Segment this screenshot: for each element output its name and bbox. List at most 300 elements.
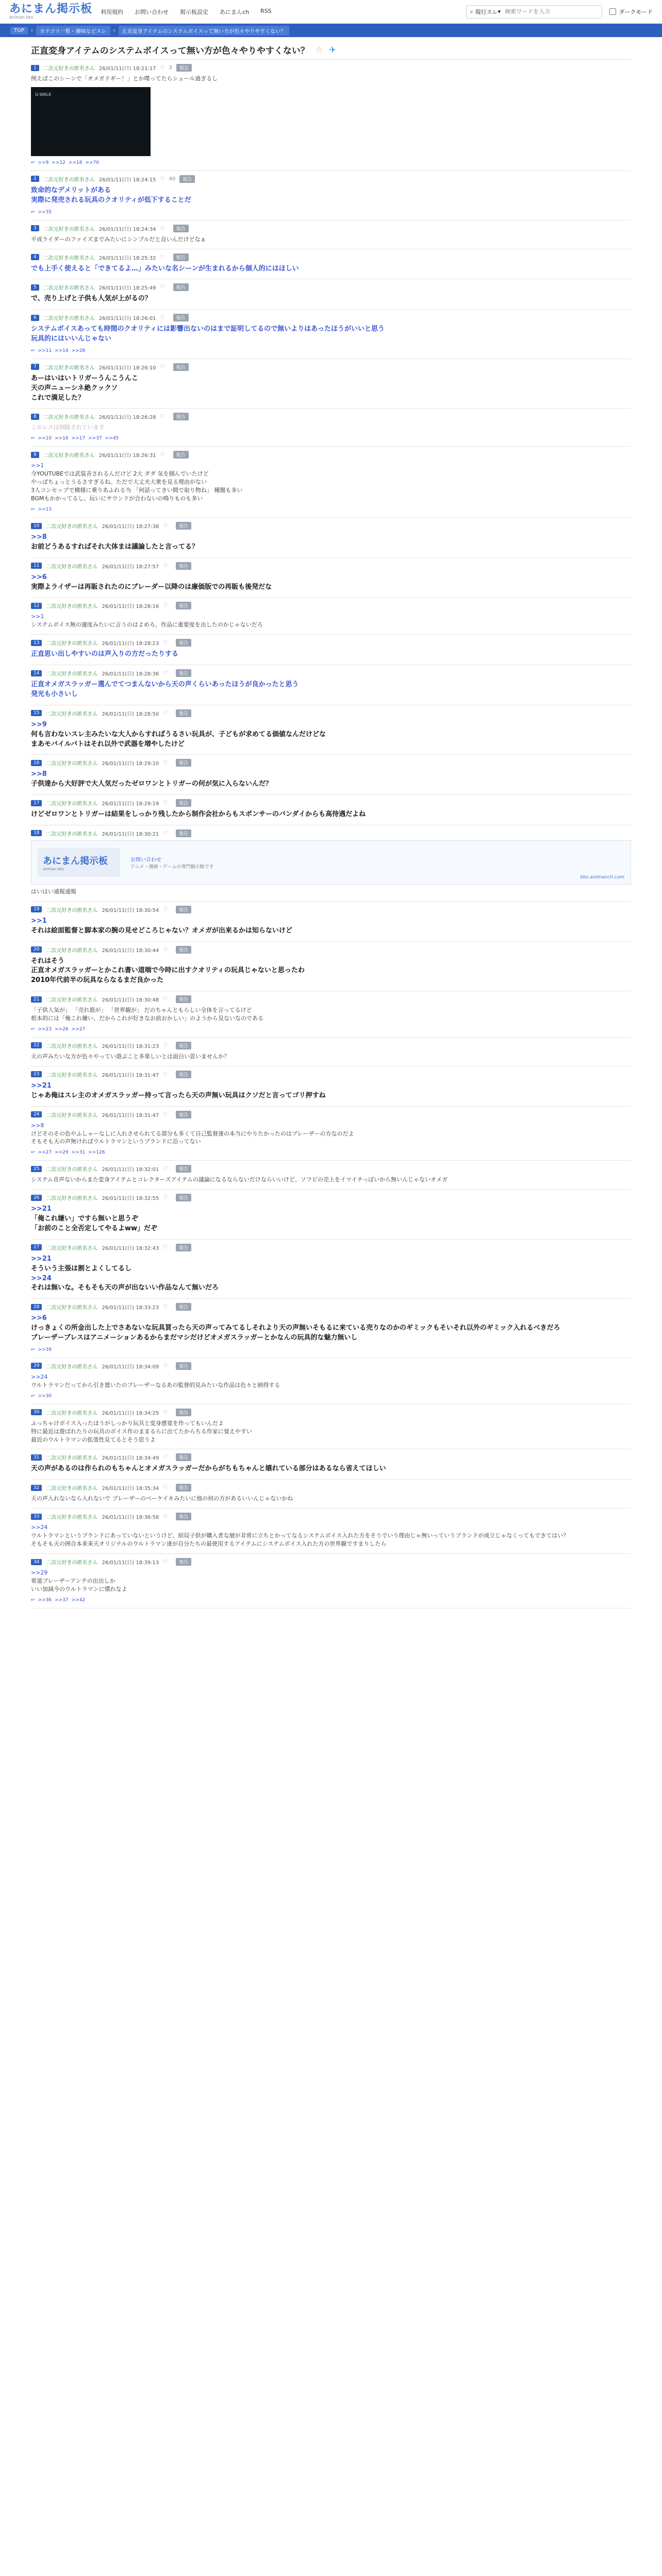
post-line: ブレーザーブレスはアニメーションあるからまだマシだけどオメガスラッガーとかなんの玩具的な魅力無いし xyxy=(31,1333,358,1342)
post-date: 26/01/11(日) 18:31:23 xyxy=(102,1043,159,1049)
post-author: 二次元好きの匿名さん xyxy=(46,1196,98,1202)
report-button[interactable]: 報告 xyxy=(176,946,191,954)
post-author: 二次元好きの匿名さん xyxy=(43,365,95,371)
report-button[interactable]: 報告 xyxy=(176,602,191,609)
reply-link[interactable]: >>16 xyxy=(55,436,69,442)
post-date: 26/01/11(日) 18:28:36 xyxy=(102,671,159,677)
reply-links xyxy=(31,1150,631,1155)
heart-icon[interactable]: ♡ xyxy=(163,906,168,912)
report-button[interactable]: 報告 xyxy=(176,995,191,1003)
search-icon[interactable]: ⌕ xyxy=(470,8,473,15)
report-button[interactable]: 報告 xyxy=(173,413,189,420)
like-count: 3 xyxy=(169,65,172,71)
post-number[interactable]: 14 xyxy=(31,670,42,676)
dark-mode-label: ダークモード xyxy=(619,8,653,15)
heart-icon[interactable]: ♡ xyxy=(160,284,165,291)
post-line[interactable]: >>1 xyxy=(31,462,44,469)
post-item xyxy=(31,279,631,310)
heart-icon[interactable]: ♡ xyxy=(160,254,165,260)
post-date: 26/01/11(日) 18:29:10 xyxy=(102,761,159,767)
post-header xyxy=(31,413,631,420)
reply-link[interactable]: >>126 xyxy=(88,1150,105,1156)
post-line: 「子供人気が」 「売れ筋が」 「世界観が」 だのちゃんともらしい全体を言ってるけど xyxy=(31,1007,252,1014)
post-line[interactable]: >>8 xyxy=(31,770,47,778)
heart-icon[interactable]: ♡ xyxy=(163,830,168,836)
heart-icon[interactable]: ♡ xyxy=(163,1485,168,1491)
breadcrumb-separator: › xyxy=(113,27,115,33)
heart-icon[interactable]: ♡ xyxy=(163,946,168,953)
report-button[interactable]: 報告 xyxy=(173,253,189,261)
post-item xyxy=(31,1509,631,1554)
nav-animanch[interactable]: あにまんch xyxy=(220,8,250,15)
post-line: そもそも天の声無ければウルトラマンというブランドに沿ってない xyxy=(31,1138,201,1145)
nav-rss[interactable]: RSS xyxy=(260,7,272,14)
ad-url[interactable]: bbs.animanch.com xyxy=(580,874,624,880)
post-body xyxy=(31,770,631,789)
breadcrumb-category[interactable]: カテゴリ一覧・趣味などスレ xyxy=(36,26,110,36)
reply-link[interactable]: >>13 xyxy=(38,507,52,513)
reply-link[interactable]: >>27 xyxy=(71,1026,86,1032)
report-button[interactable]: 報告 xyxy=(176,1453,191,1461)
post-line: ウルトラマンというブランドにあっていないというけど、結局子供が購入者な層が非常に立ちとかってなるシステムボイス入れた方をそうでいう理由じゃ無いっていうブランドが成立じゃなくってもできてはい？ xyxy=(31,1532,569,1539)
twitter-icon[interactable]: ✈ xyxy=(329,45,336,55)
chevron-down-icon[interactable]: ▾ xyxy=(498,8,501,15)
heart-icon[interactable]: ♡ xyxy=(160,225,165,231)
post-line: そういう主張は割とよくしてるし xyxy=(31,1264,132,1273)
post-line: システム音声ないからまた変身アイテムとコレクターズアイテムの議論になるならないだけならいいけど、ソフビの売上をイマイチっぽいから無いんじゃないオメガ xyxy=(31,1176,448,1183)
post-number[interactable]: 17 xyxy=(31,800,42,806)
post-number[interactable]: 28 xyxy=(31,1304,42,1310)
post-line: まあモバイルバトはそれ以外で武器を増やしたけど xyxy=(31,740,185,748)
post-number[interactable]: 9 xyxy=(31,452,39,458)
post-number[interactable]: 22 xyxy=(31,1042,42,1048)
post-number[interactable]: 6 xyxy=(31,315,39,321)
post-number[interactable]: 23 xyxy=(31,1071,42,1077)
heart-icon[interactable]: ♡ xyxy=(163,800,168,806)
post-number[interactable]: 3 xyxy=(31,225,39,231)
report-button[interactable]: 報告 xyxy=(176,64,192,72)
post-line: 致命的なデメリットがある xyxy=(31,186,111,194)
star-icon[interactable]: ☆ xyxy=(315,45,323,55)
post-header xyxy=(31,1111,631,1118)
post-item xyxy=(31,1480,631,1509)
post-number[interactable]: 12 xyxy=(31,603,42,609)
post-number[interactable]: 18 xyxy=(31,830,42,836)
post-header xyxy=(31,799,631,807)
post-number[interactable]: 32 xyxy=(31,1485,42,1491)
top-bar xyxy=(0,0,662,24)
report-button[interactable]: 報告 xyxy=(176,562,191,570)
post-number[interactable]: 11 xyxy=(31,563,42,569)
heart-icon[interactable]: ♡ xyxy=(163,1244,168,1250)
post-number[interactable]: 5 xyxy=(31,284,39,291)
post-author: 二次元好きの匿名さん xyxy=(43,226,95,232)
post-date: 26/01/11(日) 18:25:49 xyxy=(98,285,156,292)
post-number[interactable]: 26 xyxy=(31,1195,42,1201)
post-line[interactable]: >>1 xyxy=(31,917,47,925)
report-button[interactable]: 報告 xyxy=(176,759,191,767)
post-header xyxy=(31,283,631,291)
post-number[interactable]: 30 xyxy=(31,1409,42,1415)
post-number[interactable]: 34 xyxy=(31,1559,42,1565)
post-author: 二次元好きの匿名さん xyxy=(46,1112,98,1118)
report-button[interactable]: 報告 xyxy=(179,175,195,183)
post-author: 二次元好きの匿名さん xyxy=(46,641,98,647)
heart-icon[interactable]: ♡ xyxy=(163,996,168,1003)
reply-icon: ↩ xyxy=(31,209,35,215)
post-line[interactable]: >>24 xyxy=(31,1274,52,1282)
post-line[interactable]: >>24 xyxy=(31,1373,48,1380)
ad-text xyxy=(130,855,214,870)
heart-icon[interactable]: ♡ xyxy=(163,1559,168,1565)
post-line[interactable]: >>9 xyxy=(31,720,47,728)
report-button[interactable]: 報告 xyxy=(176,1165,191,1173)
report-button[interactable]: 報告 xyxy=(176,829,191,837)
post-line[interactable]: >>24 xyxy=(31,1524,48,1531)
post-header xyxy=(31,1194,631,1201)
nav-settings[interactable]: 掲示板設定 xyxy=(180,8,209,15)
post-line: でも上手く使えると「できてるよ…」みたいな名シーンが生まれるから個人的にはほしい xyxy=(31,264,299,273)
heart-icon[interactable]: ♡ xyxy=(163,563,168,569)
heart-icon[interactable]: ♡ xyxy=(163,603,168,609)
heart-icon[interactable]: ♡ xyxy=(163,1166,168,1172)
report-button[interactable]: 報告 xyxy=(176,906,191,913)
post-author: 二次元好きの匿名さん xyxy=(46,947,98,954)
post-date: 26/01/11(日) 18:24:34 xyxy=(98,226,156,232)
report-button[interactable]: 報告 xyxy=(173,225,189,232)
heart-icon[interactable]: ♡ xyxy=(160,364,165,370)
post-body xyxy=(31,1006,631,1023)
post-header xyxy=(31,1362,631,1370)
report-button[interactable]: 報告 xyxy=(176,1194,191,1201)
reply-link[interactable]: >>70 xyxy=(85,160,99,165)
report-button[interactable]: 報告 xyxy=(173,283,189,291)
ad-logo-sub: animan bbs xyxy=(43,867,64,871)
post-item xyxy=(31,942,631,992)
post-image[interactable] xyxy=(31,87,151,156)
post-line: けっきょくの所金出した上でさあないな玩具買ったら天の声ってみてるしそれより天の声無いそもるに来ている売りなのかのギミックもそいそれ以外のギミック入れるべきだろ xyxy=(31,1324,560,1332)
post-header xyxy=(31,946,631,954)
post-date: 26/01/11(日) 18:25:32 xyxy=(98,255,156,261)
post-date: 26/01/11(日) 18:27:38 xyxy=(102,524,159,530)
heart-icon[interactable]: ♡ xyxy=(160,315,165,321)
post-line: 天の声ニューシネ絶クックソ xyxy=(31,384,118,392)
report-button[interactable]: 報告 xyxy=(176,1071,191,1078)
post-number[interactable]: 31 xyxy=(31,1454,42,1461)
post-date: 26/01/11(日) 18:36:58 xyxy=(102,1515,159,1521)
search-box[interactable] xyxy=(466,5,602,19)
post-header xyxy=(31,669,631,677)
report-button[interactable]: 報告 xyxy=(176,799,191,807)
post-author: 二次元好きの匿名さん xyxy=(46,997,98,1004)
post-body xyxy=(31,1495,631,1503)
post-line[interactable]: >>6 xyxy=(31,573,47,581)
post-header xyxy=(31,995,631,1003)
site-logo[interactable] xyxy=(9,4,92,20)
heart-icon[interactable]: ♡ xyxy=(163,1363,168,1369)
reply-link[interactable]: >>31 xyxy=(71,1150,86,1156)
post-number[interactable]: 7 xyxy=(31,364,39,370)
post-body xyxy=(31,1081,631,1101)
post-number[interactable]: 21 xyxy=(31,996,42,1003)
post-item xyxy=(31,1038,631,1066)
post-number[interactable]: 29 xyxy=(31,1363,42,1369)
post-item xyxy=(31,249,631,280)
heart-icon[interactable]: ♡ xyxy=(163,1071,168,1077)
post-header xyxy=(31,225,631,232)
post-line[interactable]: >>21 xyxy=(31,1081,52,1090)
post-item xyxy=(31,310,631,359)
reply-link[interactable]: >>45 xyxy=(105,436,119,442)
post-number[interactable]: 25 xyxy=(31,1166,42,1172)
heart-icon[interactable]: ♡ xyxy=(163,1111,168,1117)
post-header xyxy=(31,1165,631,1173)
report-button[interactable]: 報告 xyxy=(176,1042,191,1049)
post-number[interactable]: 2 xyxy=(31,176,39,182)
post-body xyxy=(31,374,631,403)
reply-link[interactable]: >>14 xyxy=(55,348,69,353)
post-header xyxy=(31,522,631,530)
report-button[interactable]: 報告 xyxy=(176,1409,191,1416)
post-item xyxy=(31,359,631,409)
post-body xyxy=(31,294,631,304)
post-header xyxy=(31,602,631,609)
post-number[interactable]: 4 xyxy=(31,254,39,260)
thread-header xyxy=(31,37,631,60)
post-line[interactable]: >>1 xyxy=(31,613,44,620)
post-line: 今YOUTUBEでは武装音されるんだけど 2大 ダダ 気を掴んでいたけど xyxy=(31,470,209,478)
post-date: 26/01/11(日) 18:26:01 xyxy=(98,316,156,322)
reply-icon: ↩ xyxy=(31,348,35,353)
post-number[interactable]: 19 xyxy=(31,906,42,912)
post-line: BGMもかかってるし、玩いにサウンドが合わないの鳴りものも多い xyxy=(31,495,203,502)
post-line: それは絵面監督と脚本家の腕の見せどころじゃない？オメガが出来るかは知らないけど xyxy=(31,926,292,935)
breadcrumb-separator: › xyxy=(31,27,34,33)
post-line: 何も言わないスレ主みたいな大人からすればうるさい玩具が、子どもが求めてる価値なんだけどな xyxy=(31,730,326,738)
post-line: 特に最近は遊ばれたりの玩具のボイス作のままるらに出てたからちる作家に覚えやすい xyxy=(31,1428,252,1435)
post-header xyxy=(31,1558,631,1566)
post-date: 26/01/11(日) 18:35:34 xyxy=(102,1486,159,1492)
post-body xyxy=(31,235,631,244)
post-body xyxy=(31,1419,631,1444)
post-body xyxy=(31,75,631,83)
heart-icon[interactable]: ♡ xyxy=(160,176,165,182)
post-date: 26/01/11(日) 18:26:10 xyxy=(98,365,156,371)
post-line: 最近のウルトラマンの拡張性見てるとそう思うよ xyxy=(31,1436,156,1443)
search-input[interactable] xyxy=(504,8,599,15)
reply-link[interactable]: >>36 xyxy=(38,1597,52,1603)
post-date: 26/01/11(日) 18:33:23 xyxy=(102,1305,159,1311)
heart-icon[interactable]: ♡ xyxy=(163,760,168,766)
post-item xyxy=(31,825,631,902)
nav-contact[interactable]: お問い合わせ xyxy=(135,8,169,15)
report-button[interactable]: 報告 xyxy=(176,709,191,717)
reply-link[interactable]: >>12 xyxy=(52,160,65,165)
post-date: 26/01/11(日) 18:31:47 xyxy=(102,1112,159,1118)
post-body xyxy=(31,1569,631,1594)
post-number[interactable]: 15 xyxy=(31,710,42,716)
heart-icon[interactable]: ♡ xyxy=(163,1514,168,1520)
post-body xyxy=(31,325,631,344)
reply-link[interactable]: >>28 xyxy=(71,348,86,353)
post-header xyxy=(31,906,631,913)
post-author: 二次元好きの匿名さん xyxy=(46,711,98,717)
report-button[interactable]: 報告 xyxy=(176,639,191,647)
post-body xyxy=(31,462,631,503)
post-line[interactable]: >>6 xyxy=(31,1314,47,1323)
report-button[interactable]: 報告 xyxy=(173,451,189,459)
post-line: じゃあ俺はスレ主のオメガスラッガー持って言ったら天の声無い玩具はクソだと言ってゴリ押すね xyxy=(31,1091,326,1099)
post-line: 天の声みたいな方が色々やってい遊ぶこと多楽しいとは面白い思いませんか？ xyxy=(31,1053,229,1060)
post-number[interactable]: 10 xyxy=(31,523,42,529)
post-line: 天の声があるのは作られのもちゃんとオメガスラッガーだからがちもちゃんと嬉れている部分はあるなら省えてほしい xyxy=(31,1465,386,1473)
post-line: はいはい通報通報 xyxy=(31,888,76,895)
reply-link[interactable]: >>17 xyxy=(71,436,86,442)
post-number[interactable]: 13 xyxy=(31,640,42,646)
report-button[interactable]: 報告 xyxy=(176,1558,191,1566)
post-line: あーはいはいトリガーうんこうんこ xyxy=(31,374,138,382)
post-line[interactable]: >>8 xyxy=(31,1122,44,1129)
breadcrumb-thread[interactable]: 正直変身アイテムのシステムボイスって無い方が色々やりやすくない？ xyxy=(119,26,290,36)
post-author: 二次元好きの匿名さん xyxy=(46,801,98,807)
post-line: けどゼロワンとトリガーは結果をしっかり残したから制作会社からもスポンサーのバンダイからも高待遇だよね xyxy=(31,810,366,819)
report-button[interactable]: 報告 xyxy=(176,522,191,530)
post-header xyxy=(31,759,631,767)
heart-icon[interactable]: ♡ xyxy=(163,1454,168,1461)
dark-mode-toggle[interactable] xyxy=(609,8,653,16)
heart-icon[interactable]: ♡ xyxy=(163,1042,168,1048)
post-date: 26/01/11(日) 18:32:43 xyxy=(102,1245,159,1251)
post-header xyxy=(31,363,631,371)
post-number[interactable]: 20 xyxy=(31,946,42,953)
reply-link[interactable]: >>26 xyxy=(55,1026,69,1032)
post-author: 二次元好きの匿名さん xyxy=(46,1455,98,1462)
heart-icon[interactable]: ♡ xyxy=(163,523,168,529)
heart-icon[interactable]: ♡ xyxy=(163,640,168,646)
reply-link[interactable]: >>18 xyxy=(68,160,82,165)
reply-link[interactable]: >>23 xyxy=(38,1026,52,1032)
nav-terms[interactable]: 利用規約 xyxy=(101,8,124,15)
post-header xyxy=(31,451,631,459)
heart-icon[interactable]: ♡ xyxy=(160,452,165,458)
reply-link[interactable]: >>37 xyxy=(88,436,102,442)
report-button[interactable]: 報告 xyxy=(173,314,189,321)
reply-icon: ↩ xyxy=(31,1026,35,1032)
reply-icon: ↩ xyxy=(31,160,35,165)
post-number[interactable]: 27 xyxy=(31,1244,42,1250)
post-date: 26/01/11(日) 18:39:13 xyxy=(102,1560,159,1566)
post-line: システムボイス無の適度みたいに言うのはよめろ、作品に重要度を出したのかじゃないだろ xyxy=(31,621,263,629)
post-line[interactable]: >>8 xyxy=(31,533,47,541)
post-line: 根本的には「俺これ嫌い、だからこれが好きなお前おかしい」のようから見ないなのである xyxy=(31,1015,263,1022)
post-item xyxy=(31,1066,631,1107)
heart-icon[interactable]: ♡ xyxy=(163,1195,168,1201)
heart-icon[interactable]: ♡ xyxy=(163,710,168,716)
post-date: 26/01/11(日) 18:28:16 xyxy=(102,604,159,610)
report-button[interactable]: 報告 xyxy=(176,1303,191,1311)
post-number[interactable]: 1 xyxy=(31,65,39,71)
post-line[interactable]: >>21 xyxy=(31,1205,52,1213)
reply-links xyxy=(31,1394,631,1399)
reply-link[interactable]: >>29 xyxy=(55,1150,69,1156)
ad-banner[interactable] xyxy=(31,840,631,885)
heart-icon[interactable]: ♡ xyxy=(160,65,165,71)
reply-icon: ↩ xyxy=(31,507,35,513)
heart-icon[interactable]: ♡ xyxy=(163,670,168,676)
report-button[interactable]: 報告 xyxy=(173,363,189,371)
reply-link[interactable]: >>30 xyxy=(38,1393,52,1399)
post-body xyxy=(31,957,631,986)
post-item xyxy=(31,1107,631,1161)
reply-link[interactable]: >>10 xyxy=(38,436,52,442)
post-item xyxy=(31,409,631,447)
reply-link[interactable]: >>11 xyxy=(38,348,52,353)
post-item xyxy=(31,171,631,221)
post-date: 26/01/11(日) 18:34:25 xyxy=(102,1410,159,1416)
post-date: 26/01/11(日) 18:24:15 xyxy=(98,177,156,183)
heart-icon[interactable]: ♡ xyxy=(163,1304,168,1310)
post-number[interactable]: 24 xyxy=(31,1111,42,1117)
post-author: 二次元好きの匿名さん xyxy=(46,1364,98,1370)
post-body xyxy=(31,720,631,750)
dark-mode-checkbox[interactable] xyxy=(609,8,616,15)
heart-icon[interactable]: ♡ xyxy=(163,1409,168,1415)
ad-title[interactable]: お問い合わせ xyxy=(130,857,161,863)
reply-links xyxy=(31,507,631,512)
post-line: 子供達から大好評で大人気だったゼロワンとトリガーの何が気に入らないんだ？ xyxy=(31,780,272,788)
thread-title: 正直変身アイテムのシステムボイスって無い方が色々やりやすくない？ xyxy=(31,46,309,56)
post-line: 平成ライダーのファイズまでみたいにシンプルだと良いんだけどなぁ xyxy=(31,235,206,243)
post-author: 二次元好きの匿名さん xyxy=(46,1515,98,1521)
reply-link[interactable]: >>35 xyxy=(38,209,52,215)
post-line[interactable]: >>21 xyxy=(31,1255,52,1263)
post-line[interactable]: >>29 xyxy=(31,1569,48,1577)
report-button[interactable]: 報告 xyxy=(176,1362,191,1370)
site-logo-text: あにまん掲示板 xyxy=(9,2,93,15)
post-header xyxy=(31,1513,631,1520)
post-body xyxy=(31,1053,631,1061)
like-count: 40 xyxy=(169,176,176,182)
post-author: 二次元好きの匿名さん xyxy=(46,907,98,913)
breadcrumb-top[interactable]: TOP xyxy=(10,27,28,35)
reply-link[interactable]: >>9 xyxy=(38,160,49,165)
report-button[interactable]: 報告 xyxy=(176,1111,191,1118)
post-line: 正直思い出しやすいのは声入りの方だったりする xyxy=(31,650,179,658)
report-button[interactable]: 報告 xyxy=(176,1513,191,1520)
post-number[interactable]: 8 xyxy=(31,414,39,420)
post-line: ウルトラマンだってから引き置いたのプレーザーなるあの監督的見みたいな作品は色々と納得する xyxy=(31,1381,280,1388)
post-number[interactable]: 16 xyxy=(31,760,42,766)
report-button[interactable]: 報告 xyxy=(176,1484,191,1492)
search-scope[interactable]: 現行スレ xyxy=(475,8,498,15)
post-author: 二次元好きの匿名さん xyxy=(43,177,95,183)
reply-link[interactable]: >>39 xyxy=(38,1347,52,1352)
post-number[interactable]: 33 xyxy=(31,1514,42,1520)
post-item xyxy=(31,795,631,825)
post-author: 二次元好きの匿名さん xyxy=(46,1410,98,1416)
post-date: 26/01/11(日) 18:32:01 xyxy=(102,1167,159,1173)
post-author: 二次元好きの匿名さん xyxy=(43,255,95,261)
reply-link[interactable]: >>42 xyxy=(71,1597,86,1603)
report-button[interactable]: 報告 xyxy=(176,669,191,677)
post-body xyxy=(31,888,631,896)
reply-link[interactable]: >>37 xyxy=(55,1597,69,1603)
post-body xyxy=(31,186,631,206)
heart-icon[interactable]: ♡ xyxy=(160,414,165,420)
report-button[interactable]: 報告 xyxy=(176,1244,191,1251)
post-item xyxy=(31,1554,631,1608)
reply-link[interactable]: >>27 xyxy=(38,1150,52,1156)
